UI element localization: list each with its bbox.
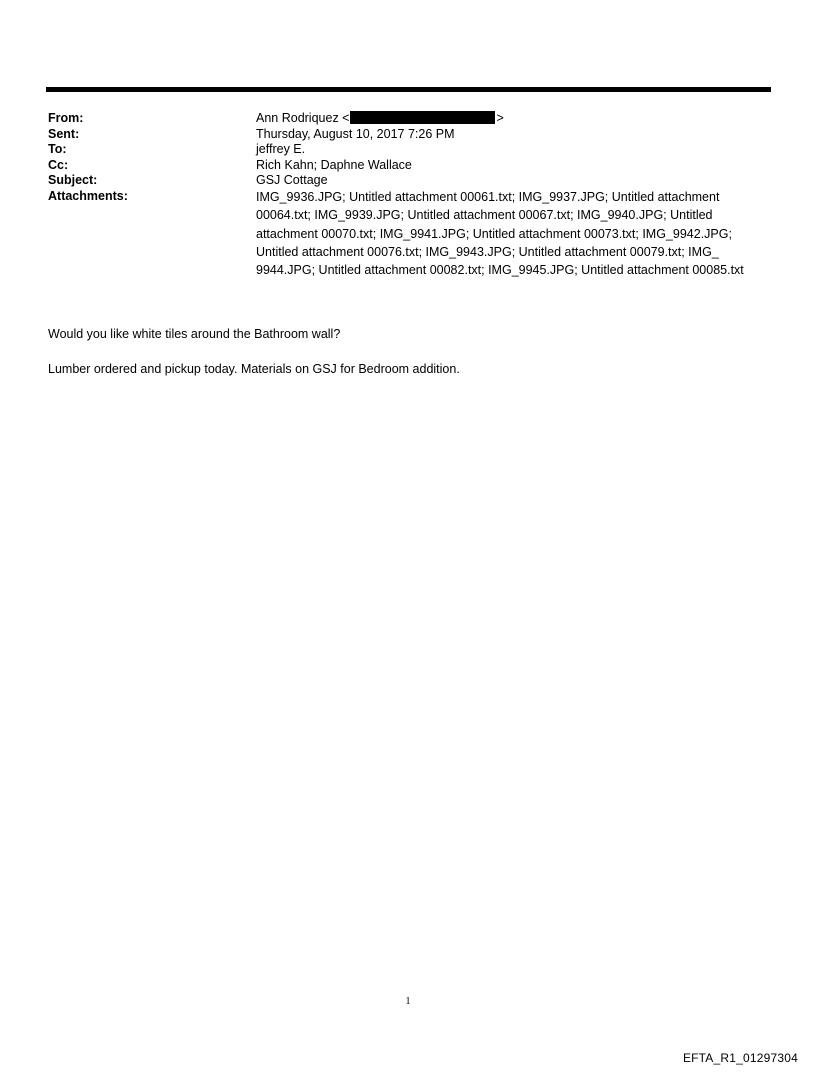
from-value: [256, 111, 772, 127]
page-number: 1: [405, 996, 411, 1007]
body-line-2: Lumber ordered and pickup today. Materials on GSJ for Bedroom addition.: [48, 362, 460, 376]
to-value: jeffrey E.: [256, 142, 306, 157]
subject-label: Subject:: [48, 173, 98, 188]
sent-label: Sent:: [48, 126, 80, 141]
header-divider: [46, 87, 771, 92]
from-name: Ann Rodriquez <: [256, 111, 350, 125]
sent-row: [48, 127, 772, 143]
redacted-email: [350, 111, 495, 124]
cc-label: Cc:: [48, 157, 69, 172]
to-row: [48, 142, 772, 158]
from-suffix: >: [496, 111, 504, 125]
document-id: EFTA_R1_01297304: [682, 1051, 798, 1065]
subject-row: [48, 173, 772, 189]
email-header: [48, 111, 772, 279]
from-row: [48, 111, 772, 127]
to-label: To:: [48, 142, 67, 157]
cc-row: [48, 158, 772, 174]
cc-value: Rich Kahn; Daphne Wallace: [256, 157, 412, 172]
subject-value: GSJ Cottage: [256, 173, 328, 188]
from-label: From:: [48, 111, 84, 125]
sent-value: Thursday, August 10, 2017 7:26 PM: [256, 126, 455, 141]
attachments-label: Attachments:: [48, 188, 128, 203]
attachments-row: [48, 189, 772, 279]
body-line-1: Would you like white tiles around the Bathroom wall?: [48, 327, 341, 341]
attachments-value[interactable]: IMG_9936.JPG; Untitled attachment 00061.txt; IMG_9937.JPG; Untitled attachment 00064.txt; IMG_9939.JPG; Untitled attachment 00067.txt; IMG_9940.JPG; Untitled attachment 00070.txt; IMG_9941.JPG; Untitled attachment 00073.txt; IMG_9942.JPG; Untitled attachment 00076.txt; IMG_9943.JPG; Untitled attachment 00079.txt; IMG_ 9944.JPG; Untitled attachment 00082.txt; IMG_9945.JPG; Untitled attachment 00085.txt: [256, 189, 744, 278]
